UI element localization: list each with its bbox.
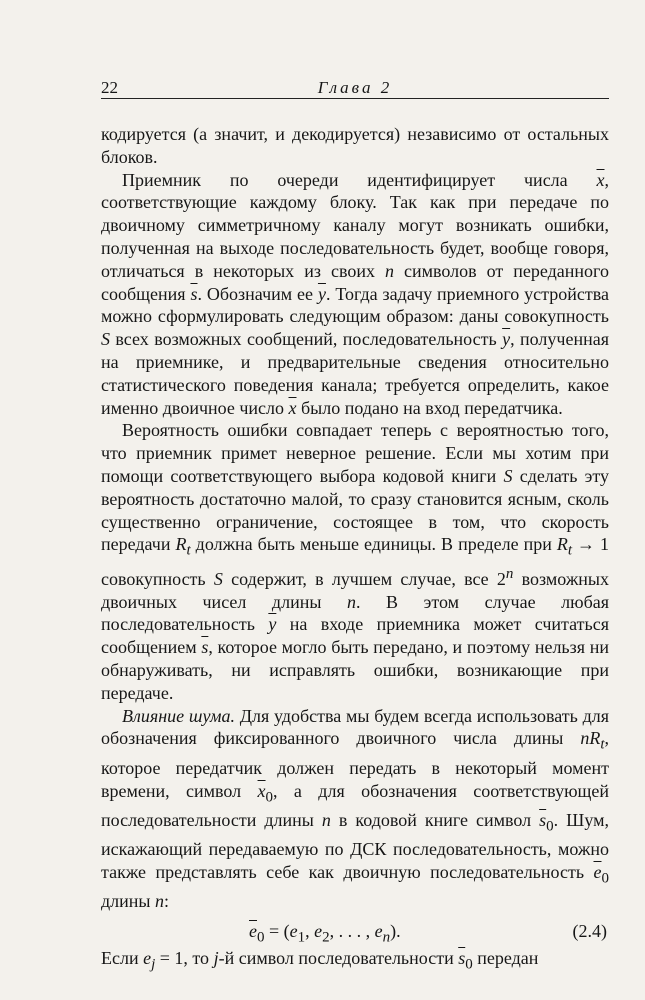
math-s-bar: $\overline{s}$ <box>201 637 209 658</box>
math-sub-0: 0 <box>546 818 554 835</box>
chapter-title: Глава 2 <box>317 78 393 97</box>
paragraph-receiver: Приемник по очереди идентифицирует числа $\overline{x}$, соответствующие каждому блоку. Так как при передаче по двоичному симметричному каналу могут возникать ошибки, полученная на выходе последовательность будет, вообще говоря, отличаться в некоторых из своих n символов от переданного сообщения $\overline{s}$. Обозначим ее $\overline{y}$. Тогда задачу приемного устройства можно сформулировать следующим образом: даны совокупность S всех возможных сообщений, последовательность $\overline{y}$, полученная на приемнике, и предварительные сведения относительно статистического поведения канала; требуется определить, какое именно двоичное число $\overline{x}$ было подано на вход передатчика. <box>101 169 609 418</box>
math-sub-t: t <box>186 542 191 559</box>
math-n: n <box>347 591 356 612</box>
paragraph-last-line: Если $e_j = 1$, то j-й символ последовательности $\overline{s}_0$ передан <box>101 948 539 973</box>
equation-body: $\overline{e}_0 = (e_1$, $e_2$, . . . , $e_n$). <box>249 921 401 946</box>
math-nR: nR <box>580 728 601 749</box>
math-s-bar: $\overline{s}$ <box>458 948 466 969</box>
math-sub-t: t <box>567 542 573 559</box>
body-text <box>101 123 609 977</box>
math-e-bar: $\overline{e}$ <box>593 862 602 883</box>
math-s-bar: $\overline{s}$ <box>539 809 547 830</box>
paragraph-noise: Влияние шума. Для удобства мы будем всегда использовать для обозначения фиксированного двоичного числа длины $nR_t$, которое передатчик должен передать в некоторый момент времени, символ $\overline{x}_0$, а для обозначения соответствующей последовательности длины n в кодовой книге символ $\overline{s}_0$. Шум, искажающий передаваемую по ДСК последовательность, можно также представлять себе как двоичную последовательность $\overline{e}_0$ длины n: <box>101 705 609 912</box>
paragraph-continuation: кодируется (а значит, и декодируется) независимо от остальных блоков. <box>101 124 609 167</box>
math-n: n <box>321 809 331 830</box>
math-sub-0: 0 <box>265 789 274 806</box>
math-y-bar: $\overline{y}$ <box>502 329 511 350</box>
math-sub-0: 0 <box>465 956 473 973</box>
running-header <box>101 78 609 99</box>
math-sub-0: 0 <box>601 870 609 887</box>
math-S: S <box>213 568 223 589</box>
math-n: n <box>384 260 394 281</box>
equation-number: (2.4) <box>572 921 607 942</box>
math-x-bar: $\overline{x}$ <box>288 397 297 418</box>
math-x-bar: $\overline{x}$ <box>257 780 266 801</box>
math-sub-j: j <box>151 956 156 973</box>
page-number: 22 <box>101 78 118 97</box>
math-y-bar: $\overline{y}$ <box>268 614 277 635</box>
math-x-bar: $\overline{x}$ <box>596 169 605 190</box>
math-e: e <box>143 948 152 969</box>
math-R: R <box>556 534 568 555</box>
math-y-bar: $\overline{y}$ <box>317 283 326 304</box>
book-page <box>101 78 609 977</box>
math-S: S <box>503 465 513 486</box>
section-run-in-title: Влияние шума. <box>122 705 235 726</box>
math-S: S <box>101 329 110 350</box>
math-sup-n: n <box>505 565 514 582</box>
math-sub-t: t <box>600 736 605 753</box>
math-R: R <box>175 534 187 555</box>
math-j: j <box>213 948 219 969</box>
math-s-bar: $\overline{s}$ <box>190 283 198 304</box>
equation-2-4 <box>101 917 609 945</box>
paragraph-error-probability: Вероятность ошибки совпадает теперь с вероятностью того, что приемник примет неверное решение. Если мы хотим при помощи соответствующего выбора кодовой книги S сделать эту вероятность достаточно малой, то сразу становится ясным, сколь существенно ограничение, состоящее в том, что скорость передачи $R_t$ должна быть меньше единицы. В пределе при $R_t \to 1$ совокупность S содержит, в лучшем случае, все 2$^n$ возможных двоичных чисел длины n. В этом случае любая последовательность $\overline{y}$ на входе приемника может считаться сообщением $\overline{s}$, которое могло быть передано, и поэтому нельзя ни обнаруживать, ни исправлять ошибки, возникающие при передаче. <box>101 420 610 703</box>
math-n: n <box>155 891 164 912</box>
